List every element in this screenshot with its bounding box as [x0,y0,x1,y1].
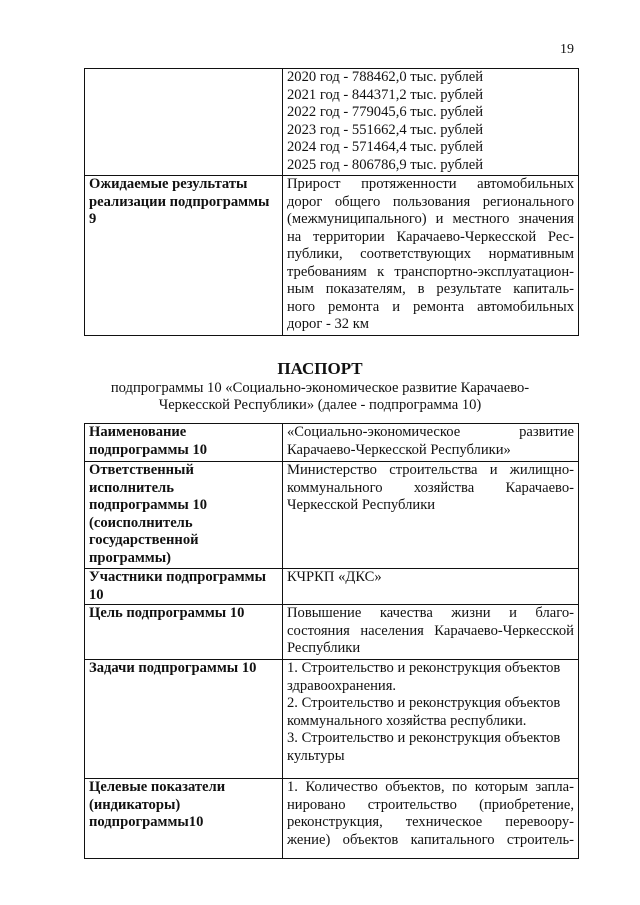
indicators-value-cell [283,779,579,859]
executor-value-line: коммунального хозяйства Карачаево- [287,479,574,496]
funding-label-cell [85,69,283,176]
tasks-value-line: коммунального хозяйства республики. [287,712,527,729]
results-value-line: (межмуниципального) и местного значения [287,211,574,227]
table-row [85,69,579,176]
tasks-label-line: Задачи подпрограммы 10 [89,660,257,676]
results-value-line: требованиям к транспортно-эксплуатацион- [287,263,574,280]
goal-value-line: Повышение качества жизни и благо- [287,605,574,621]
goal-value-line: Республики [287,640,361,656]
participants-value-line: КЧРКП «ДКС» [287,569,382,585]
funding-line: 2022 год - 779045,6 тыс. рублей [287,104,484,120]
executor-label-cell [85,462,283,569]
results-value-line: ного ремонта и ремонта автомобильных [287,298,574,315]
goal-value-cell [283,605,579,660]
name-value-line: Карачаево-Черкесской Республики» [287,441,511,458]
funding-line: 2023 год - 551662,4 тыс. рублей [287,121,484,138]
results-value-line: на территории Карачаево-Черкесской Рес- [287,228,574,245]
tasks-value-line: здравоохранения. [287,677,397,694]
name-value-line: «Социально-экономическое развитие [287,424,574,440]
tasks-value-line: 1. Строительство и реконструкция объектов [287,660,561,676]
results-value-cell [283,176,579,336]
indicators-label-line: (индикаторы) [89,796,181,813]
tasks-value-line: культуры [287,747,345,764]
results-value-line: публики, соответствующих нормативным [287,246,574,262]
executor-value-line: Министерство строительства и жилищно- [287,462,574,478]
table-row [85,605,579,660]
participants-label-line: Участники подпрограммы [89,569,266,585]
goal-label-cell [85,605,283,660]
funding-line: 2021 год - 844371,2 тыс. рублей [287,86,484,103]
executor-value-cell [283,462,579,569]
funding-line: 2024 год - 571464,4 тыс. рублей [287,139,484,155]
results-value-line: ным показателям, в результате капиталь- [287,281,574,297]
name-label-cell [85,424,283,462]
results-label-line: Ожидаемые результаты [89,176,248,192]
results-value-line: Прирост протяженности автомобильных [287,176,574,192]
indicators-value-line: нировано строительство (приобретение, [287,796,574,813]
participants-value-cell [283,569,579,605]
table-row [85,569,579,605]
results-label-line: реализации подпрограммы [89,193,270,210]
results-value-line: дорог - 32 км [287,316,370,332]
subprogram-9-table [84,68,579,336]
tasks-label-cell [85,660,283,779]
funding-value-cell [283,69,579,176]
executor-label-line: программы) [89,549,171,566]
name-value-cell [283,424,579,462]
table-row [85,424,579,462]
tasks-value-cell [283,660,579,779]
executor-value-line: Черкесской Республики [287,497,436,513]
results-label-cell [85,176,283,336]
executor-label-line: подпрограммы 10 [89,497,208,513]
passport-title: ПАСПОРТ [277,359,363,378]
results-label-line: 9 [89,211,97,227]
table-row [85,462,579,569]
goal-value-line: состояния населения Карачаево-Черкесской [287,622,574,639]
participants-label-cell [85,569,283,605]
indicators-value-line: 1. Количество объектов, по которым запла- [287,779,574,795]
tasks-value-line: 3. Строительство и реконструкция объектов [287,730,561,746]
participants-label-line: 10 [89,586,104,603]
subprogram-10-passport-table [84,423,579,859]
passport-subtitle-line-2: Черкесской Республики» (далее - подпрограмма 10) [158,397,482,413]
tasks-value-line: 2. Строительство и реконструкция объектов [287,695,561,711]
results-value-line: дорог общего пользования регионального [287,193,574,210]
indicators-label-cell [85,779,283,859]
table-row [85,660,579,779]
goal-label-line: Цель подпрограммы 10 [89,605,245,621]
table-row [85,176,579,336]
name-label-line: Наименование [89,424,187,440]
executor-label-line: государственной [89,532,199,548]
funding-line: 2020 год - 788462,0 тыс. рублей [287,69,484,85]
executor-label-line: исполнитель [89,479,174,496]
indicators-label-line: Целевые показатели [89,779,226,795]
name-label-line: подпрограммы 10 [89,441,208,458]
indicators-value-line: жение) объектов капитального строитель- [287,831,574,848]
indicators-value-line: реконструкция, техническое перевоору- [287,814,574,830]
executor-label-line: Ответственный [89,462,194,478]
page-number: 19 [560,42,574,57]
indicators-label-line: подпрограммы10 [89,814,204,830]
executor-label-line: (соисполнитель [89,514,193,531]
table-row [85,779,579,859]
funding-line: 2025 год - 806786,9 тыс. рублей [287,156,484,173]
passport-subtitle-line-1: подпрограммы 10 «Социально-экономическое развитие Карачаево- [110,380,530,396]
